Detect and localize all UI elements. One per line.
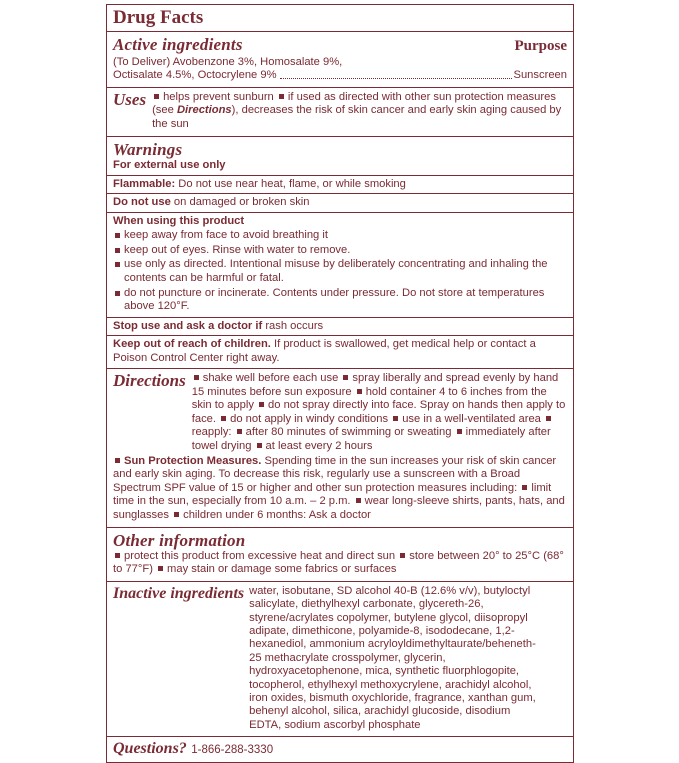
directions-bullet: immediately after towel drying — [191, 426, 551, 452]
bullet-square-icon — [257, 443, 262, 448]
section-when-using — [107, 213, 573, 318]
keep-out-row — [113, 338, 567, 365]
uses-bullet-2-pre: if used as directed with other sun protection measures (see — [152, 90, 556, 117]
directions-row — [113, 372, 567, 454]
directions-bullet: reapply: — [191, 426, 232, 439]
active-ingredients-line-1: (To Deliver) Avobenzone 3%, Homosalate 9%, — [113, 56, 343, 68]
uses-heading: Uses — [113, 89, 147, 109]
when-using-bullet — [113, 229, 567, 243]
warnings-heading: Warnings — [113, 139, 183, 159]
section-keep-out-of-reach — [107, 336, 573, 369]
uses-body — [152, 91, 567, 132]
directions-bullet: after 80 minutes of swimming or sweating — [245, 426, 452, 439]
directions-bullet: spray liberally and spread evenly by hand 15 minutes before sun exposure — [191, 372, 559, 398]
other-information-heading: Other information — [113, 530, 246, 550]
do-not-use-row — [113, 196, 567, 209]
directions-bullet: do not apply in windy conditions — [230, 412, 389, 425]
flammable-text: Do not use near heat, flame, or while smoking — [178, 178, 406, 190]
active-ingredients-line-2: Octisalate 4.5%, Octocrylene 9% — [113, 69, 277, 82]
section-uses — [107, 88, 573, 137]
section-active-ingredients — [107, 32, 573, 88]
bullet-square-icon — [154, 94, 159, 99]
when-using-bullet — [113, 244, 567, 258]
inactive-ingredients-heading: Inactive ingredients — [113, 584, 245, 602]
uses-bullet-1: helps prevent sunburn — [163, 90, 274, 103]
bullet-square-icon — [174, 512, 179, 517]
leader-dots — [280, 69, 512, 79]
spm-bullet: wear long-sleeve shirts, pants, hats, and sunglasses — [113, 495, 565, 521]
spm-text: Spending time in the sun increases your risk of skin cancer and early skin aging. To decrease this risk, regularly use a sunscreen with a Broad Spectrum SPF value of 15 or higher and other sun protection measures including: — [113, 454, 557, 494]
bullet-square-icon — [546, 416, 551, 421]
when-using-bullet — [113, 287, 567, 314]
active-ingredients-heading: Active ingredients — [113, 35, 243, 54]
directions-bullet: at least every 2 hours — [265, 439, 373, 452]
uses-bullet-2-emphasis: Directions — [176, 104, 232, 117]
directions-bullet: do not spray directly into face. Spray on hands then apply to face. — [191, 399, 566, 425]
section-other-information — [107, 528, 573, 582]
bullet-square-icon — [457, 429, 462, 434]
bullet-square-icon — [356, 498, 361, 503]
when-using-bullet-text: keep away from face to avoid breathing it — [124, 229, 328, 242]
flammable-label: Flammable: — [113, 178, 176, 190]
sun-protection-measures — [113, 455, 567, 523]
section-do-not-use — [107, 194, 573, 212]
directions-bullet: use in a well-ventilated area — [402, 412, 541, 425]
inactive-ingredients-row — [113, 585, 567, 732]
bullet-square-icon — [194, 375, 199, 380]
stop-use-text: rash occurs — [265, 319, 324, 332]
directions-heading: Directions — [113, 371, 186, 390]
spm-label: Sun Protection Measures. — [124, 454, 262, 467]
spm-bullet: children under 6 months: Ask a doctor — [183, 508, 371, 521]
inactive-ingredients-text: water, isobutane, SD alcohol 40-B (12.6% v/v), butyloctyl salicylate, diethylhexyl carbonate, glycereth-26, styrene/acrylates copolymer, butylene glycol, diisopropyl adipate, dimethicone, polyamide-8, isododecane, 1,2-hexanediol, ammonium acryloyldimethyltaurate/beheneth-25 methacrylate crosspolymer, glycerin, hydroxyacetophenone, mica, synthetic fluorphlogopite, tocopherol, ethylhexyl methoxycrylene, arachidyl alcohol, iron oxides, bismuth oxychloride, fragrance, xanthan gum, behenyl alcohol, silica, arachidyl glucoside, disodium EDTA, sodium ascorbyl phosphate — [249, 584, 536, 731]
section-inactive-ingredients — [107, 582, 573, 737]
bullet-square-icon — [221, 416, 226, 421]
bullet-square-icon — [357, 389, 362, 394]
directions-bullet: shake well before each use — [202, 372, 339, 384]
bullet-square-icon — [343, 375, 348, 380]
bullet-square-icon — [115, 458, 120, 463]
purpose-value: Sunscreen — [513, 69, 567, 82]
drug-facts-panel — [106, 4, 574, 763]
bullet-square-icon — [115, 291, 120, 296]
bullet-square-icon — [400, 553, 405, 558]
section-directions — [107, 369, 573, 528]
page-title: Drug Facts — [107, 5, 573, 32]
questions-phone: 1-866-288-3330 — [191, 744, 274, 757]
bullet-square-icon — [115, 553, 120, 558]
bullet-square-icon — [115, 233, 120, 238]
other-info-bullet: store between 20° to 25°C (68° to 77°F) — [113, 549, 564, 576]
bullet-square-icon — [115, 248, 120, 253]
section-flammable — [107, 176, 573, 194]
other-info-bullet: protect this product from excessive heat and direct sun — [124, 549, 396, 562]
do-not-use-label: Do not use — [113, 196, 171, 209]
when-using-bullet-text: use only as directed. Intentional misuse by deliberately concentrating and inhaling the contents can be harmful or fatal. — [124, 258, 548, 284]
bullet-square-icon — [279, 94, 284, 99]
keep-out-text: If product is swallowed, get medical help or contact a Poison Control Center right away. — [113, 338, 536, 364]
bullet-square-icon — [393, 416, 398, 421]
stop-use-row — [113, 320, 567, 333]
other-info-bullet: may stain or damage some fabrics or surfaces — [167, 563, 397, 576]
active-ingredients-line-2-row — [113, 69, 567, 82]
purpose-heading: Purpose — [514, 38, 567, 54]
questions-label: Questions? — [113, 740, 187, 758]
flammable-row — [113, 178, 567, 191]
directions-body — [192, 372, 567, 454]
bullet-square-icon — [522, 485, 527, 490]
uses-bullet-2-post: ), decreases the risk of skin cancer and early skin aging caused by the sun — [152, 104, 562, 130]
section-questions — [107, 737, 573, 762]
when-using-label: When using this product — [113, 214, 245, 227]
other-information-body — [113, 550, 567, 577]
spm-bullet: limit time in the sun, especially from 10 a.m. – 2 p.m. — [113, 481, 552, 508]
warnings-external-use: For external use only — [113, 158, 226, 171]
section-warnings — [107, 137, 573, 176]
when-using-bullet — [113, 258, 567, 285]
keep-out-label: Keep out of reach of children. — [113, 338, 271, 351]
do-not-use-text: on damaged or broken skin — [173, 196, 310, 209]
stop-use-label: Stop use and ask a doctor if — [113, 319, 263, 332]
bullet-square-icon — [158, 566, 163, 571]
directions-bullet: hold container 4 to 6 inches from the skin to apply — [191, 385, 547, 412]
bullet-square-icon — [259, 402, 264, 407]
bullet-square-icon — [237, 429, 242, 434]
section-stop-use — [107, 318, 573, 336]
bullet-square-icon — [115, 262, 120, 267]
uses-row — [113, 91, 567, 132]
when-using-bullet-text: keep out of eyes. Rinse with water to remove. — [124, 243, 351, 256]
when-using-bullet-text: do not puncture or incinerate. Contents under pressure. Do not store at temperatures above 120°F. — [124, 286, 545, 313]
